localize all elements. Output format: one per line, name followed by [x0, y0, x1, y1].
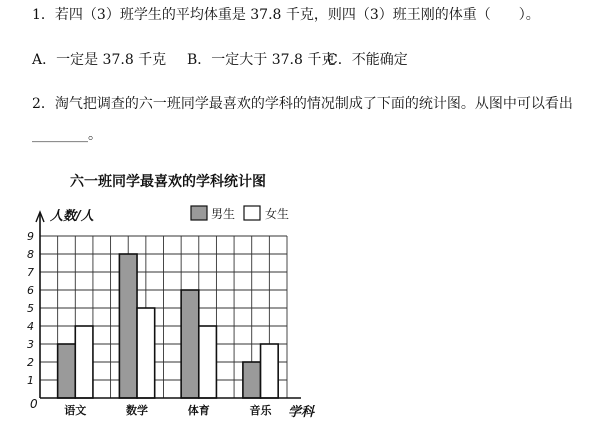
bar-boys [58, 344, 76, 398]
bar-chart [0, 168, 600, 420]
y-tick-labels [27, 230, 34, 387]
x-tick-label: 音乐 [249, 404, 272, 417]
y-tick-label: 9 [27, 230, 34, 243]
legend-boys-swatch [191, 206, 207, 220]
bar-girls [137, 308, 155, 398]
y-tick-label: 8 [27, 248, 34, 261]
y-tick-label: 2 [27, 356, 34, 369]
option-c: C．不能确定 [327, 52, 408, 68]
question-1-options [32, 51, 408, 69]
question-2-stem: 2．淘气把调查的六一班同学最喜欢的学科的情况制成了下面的统计图。从图中可以看出 [32, 96, 573, 112]
legend [191, 206, 289, 221]
question-1-stem: 1．若四（3）班学生的平均体重是 37.8 千克，则四（3）班王刚的体重（ ）。 [32, 7, 540, 23]
bar-girls [75, 326, 93, 398]
bar-girls [261, 344, 279, 398]
chart-title: 六一班同学最喜欢的学科统计图 [70, 174, 266, 190]
x-tick-labels [64, 403, 272, 417]
bar-boys [243, 362, 261, 398]
y-tick-label: 3 [27, 338, 34, 351]
answer-blank: ________。 [32, 127, 102, 143]
bar-girls [199, 326, 217, 398]
x-axis-label: 学科 [288, 405, 315, 420]
x-tick-label: 体育 [187, 404, 210, 417]
y-tick-label: 1 [27, 374, 34, 387]
y-tick-label: 5 [27, 302, 34, 315]
y-tick-label: 7 [27, 266, 34, 279]
legend-girls-swatch [244, 206, 260, 220]
origin-label: 0 [30, 397, 38, 411]
bar-boys [119, 254, 137, 398]
option-a: A．一定是 37.8 千克 [32, 52, 167, 68]
y-axis-label: 人数/人 [50, 209, 94, 224]
y-tick-label: 4 [27, 320, 34, 333]
chart-container [0, 168, 600, 420]
x-tick-label: 语文 [64, 404, 87, 417]
y-tick-label: 6 [27, 284, 34, 297]
bar-boys [181, 290, 199, 398]
option-b: B．一定大于 37.8 千克 [187, 52, 336, 68]
x-tick-label: 数学 [126, 404, 149, 417]
legend-boys-label: 男生 [211, 207, 236, 221]
legend-girls-label: 女生 [265, 207, 290, 221]
